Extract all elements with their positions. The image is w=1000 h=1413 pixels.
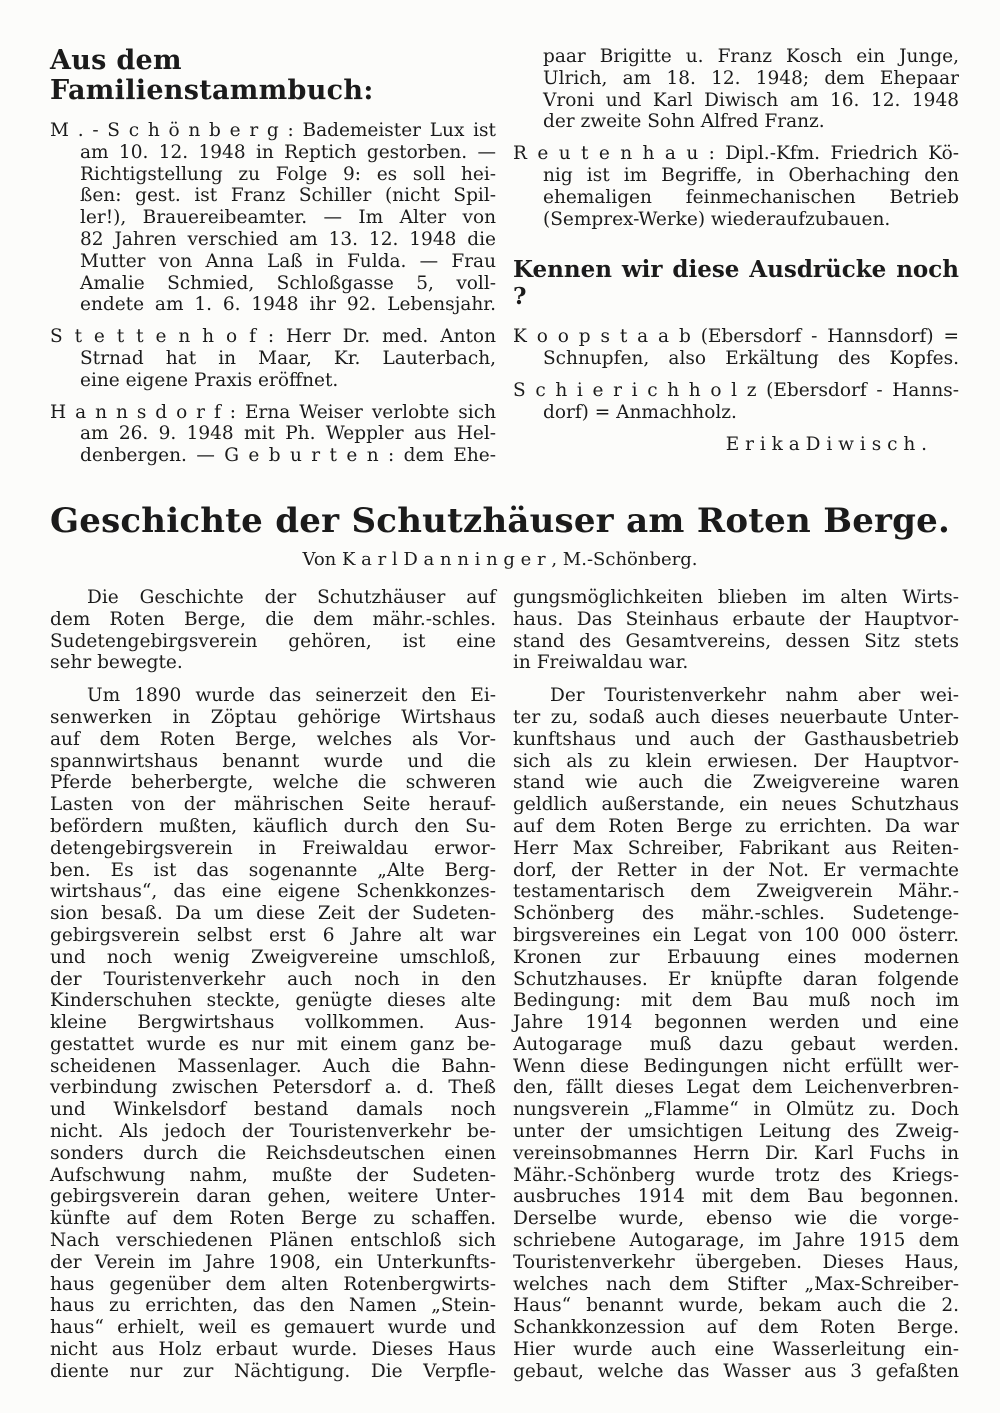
text-line: geldlich außerstande, ein neues Schutzhaus: [513, 794, 959, 816]
text-line: kunftshaus und auch der Gasthausbetrieb: [513, 728, 959, 750]
text-line: stand des Gesamtvereins, dessen Sitz stets: [513, 630, 959, 652]
article-body: [0, 587, 1000, 1394]
text-line: S t e t t e n h o f : Herr Dr. med. Anton: [50, 326, 496, 348]
article-header: [0, 501, 1000, 571]
text-line: nig ist im Begriffe, in Oberhaching den: [543, 164, 959, 186]
text-line: ausbruches 1914 mit dem Bau begonnen.: [513, 1186, 959, 1208]
text-line: Der Touristenverkehr nahm aber wei-: [550, 685, 959, 707]
text-line: R e u t e n h a u : Dipl.-Kfm. Friedrich Kö-: [513, 143, 959, 165]
text-line: auf dem Roten Berge, welches als Vor-: [50, 728, 496, 750]
text-line: Schönberg des mähr.-schles. Sudetenge-: [513, 903, 959, 925]
entry-births-continuation: [513, 46, 959, 133]
entry-stettenhof: [50, 326, 496, 391]
text-line: ßen: gest. ist Franz Schiller (nicht Spil-: [80, 185, 496, 207]
entry-koopstaab: [513, 326, 959, 370]
text-line: K o o p s t a a b (Ebersdorf - Hannsdorf) =: [513, 326, 959, 348]
text-line: sehr bewegte.: [50, 652, 183, 674]
text-line: denbergen. — G e b u r t e n : dem Ehe-: [80, 445, 496, 467]
text-line: Pferde beherbergte, welche die schweren: [50, 772, 496, 794]
text-line: Kronen zur Erbauung eines modernen: [513, 946, 959, 968]
text-line: testamentarisch dem Zweigverein Mähr.-: [513, 881, 959, 903]
family-register-section: [0, 46, 1000, 477]
text-line: Vroni und Karl Diwisch am 16. 12. 1948: [543, 89, 959, 111]
text-line: Touristenverkehr übergeben. Dieses Haus,: [513, 1251, 959, 1273]
text-line: Ulrich, am 18. 12. 1948; dem Ehepaar: [543, 67, 959, 89]
text-line: der Touristenverkehr auch noch in den: [50, 968, 496, 990]
paragraph: [50, 685, 496, 1383]
text-line: gebirgsverein daran gehen, weitere Unter-: [50, 1186, 496, 1208]
text-line: Wenn diese Bedingungen nicht erfüllt wer-: [513, 1055, 959, 1077]
text-line: Sudetengebirgsverein gehören, ist eine: [50, 630, 496, 652]
text-line: haus gegenüber dem alten Rotenbergwirts-: [50, 1273, 496, 1295]
text-line: am 26. 9. 1948 mit Ph. Weppler aus Hel-: [80, 423, 496, 445]
page-title: Geschichte der Schutzhäuser am Roten Berge.: [50, 500, 950, 541]
text-line: Autogarage muß dazu gebaut werden.: [513, 1033, 959, 1055]
top-left-column: [50, 46, 496, 477]
text-line: künfte auf dem Roten Berge zu schaffen.: [50, 1208, 496, 1230]
text-line: diente nur zur Nächtigung. Die Verpfle-: [50, 1360, 496, 1382]
text-line: Schankkonzession auf dem Roten Berge.: [513, 1317, 959, 1339]
text-line: nicht aus Holz erbaut wurde. Dieses Haus: [50, 1339, 496, 1361]
text-line: sonders durch die Reichsdeutschen einen: [50, 1142, 496, 1164]
text-line: auf dem Roten Berge zu errichten. Da war: [513, 815, 959, 837]
text-line: haus“ erhielt, weil es gemauert wurde und: [50, 1317, 496, 1339]
text-line: Lasten von der mährischen Seite herauf-: [50, 794, 496, 816]
text-line: ler!), Brauereibeamter. — Im Alter von: [80, 207, 496, 229]
text-line: 82 Jahren verschied am 13. 12. 1948 die: [80, 228, 496, 250]
paragraph: [513, 587, 959, 674]
article-left-column: [50, 587, 496, 1394]
text-line: scheidenen Massenlager. Auch die Bahn-: [50, 1055, 496, 1077]
text-line: Hier wurde auch eine Wasserleitung ein-: [513, 1339, 959, 1361]
entry-m-schoenberg: [50, 120, 496, 316]
text-line: den, fällt dieses Legat dem Leichenverbren-: [513, 1077, 959, 1099]
text-line: Amalie Schmied, Schloßgasse 5, voll-: [80, 272, 496, 294]
text-line: Nach verschiedenen Plänen entschloß sich: [50, 1230, 496, 1252]
text-line: Schnupfen, also Erkältung des Kopfes.: [543, 348, 959, 370]
text-line: eine eigene Praxis eröffnet.: [80, 369, 339, 391]
text-line: gebirgsverein selbst erst 6 Jahre alt war: [50, 924, 496, 946]
text-line: (Semprex-Werke) wiederaufzubauen.: [543, 208, 891, 230]
family-register-heading: Aus dem Familienstammbuch:: [50, 45, 374, 106]
text-line: Mutter von Anna Laß in Fulda. — Frau: [80, 250, 496, 272]
text-line: spannwirtshaus benannt wurde und die: [50, 750, 496, 772]
text-line: welches nach dem Stifter „Max-Schreiber-: [513, 1273, 959, 1295]
text-line: paar Brigitte u. Franz Kosch ein Junge,: [543, 46, 959, 67]
text-line: S c h i e r i c h h o l z (Ebersdorf - Hanns-: [513, 379, 959, 401]
text-line: Bedingung: mit dem Bau muß noch im: [513, 990, 959, 1012]
author-signature: E r i k a D i w i s c h .: [725, 433, 927, 455]
text-line: der zweite Sohn Alfred Franz.: [543, 111, 825, 133]
expressions-heading: Kennen wir diese Ausdrücke noch ?: [513, 256, 959, 311]
text-line: und Winkelsdorf bestand damals noch: [50, 1099, 496, 1121]
text-line: detengebirgsverein in Freiwaldau erwor-: [50, 837, 496, 859]
text-line: vereinsobmannes Herrn Dir. Karl Fuchs in: [513, 1142, 959, 1164]
text-line: Kinderschuhen steckte, genügte dieses alte: [50, 990, 496, 1012]
text-line: Jahre 1914 begonnen werden und eine: [513, 1012, 959, 1034]
entry-reutenhau: [513, 143, 959, 230]
text-line: wirtshaus“, das eine eigene Schenkkonzes-: [50, 881, 496, 903]
text-line: verbindung zwischen Petersdorf a. d. Theß: [50, 1077, 496, 1099]
text-line: sion besaß. Da um diese Zeit der Sudeten-: [50, 903, 496, 925]
text-line: nicht. Als jedoch der Touristenverkehr be-: [50, 1121, 496, 1143]
text-line: ehemaligen feinmechanischen Betrieb: [543, 186, 959, 208]
text-line: befördern mußten, käuflich durch den Su-: [50, 815, 496, 837]
paragraph: [50, 587, 496, 674]
text-line: dem Roten Berge, die dem mähr.-schles.: [50, 608, 496, 630]
text-line: Aufschwung nahm, mußte der Sudeten-: [50, 1164, 496, 1186]
text-line: gestattet wurde es nur mit einem ganz be-: [50, 1033, 496, 1055]
text-line: ben. Es ist das sogenannte „Alte Berg-: [50, 859, 496, 881]
text-line: in Freiwaldau war.: [513, 652, 689, 674]
text-line: gebaut, welche das Wasser aus 3 gefaßten: [513, 1360, 959, 1382]
text-line: M . - S c h ö n b e r g : Bademeister Lux ist: [50, 120, 496, 141]
text-line: schriebene Autogarage, im Jahre 1915 dem: [513, 1230, 959, 1252]
text-line: haus zu errichten, das den Namen „Stein-: [50, 1295, 496, 1317]
text-line: H a n n s d o r f : Erna Weiser verlobte sich: [50, 401, 496, 423]
text-line: Herr Max Schreiber, Fabrikant aus Reiten-: [513, 837, 959, 859]
text-line: kleine Bergwirtshaus vollkommen. Aus-: [50, 1012, 496, 1034]
text-line: der Verein im Jahre 1908, ein Unterkunfts-: [50, 1251, 496, 1273]
text-line: haus. Das Steinhaus erbaute der Hauptvor-: [513, 608, 959, 630]
byline: Von K a r l D a n n i n g e r , M.-Schönberg.: [302, 548, 698, 570]
text-line: Derselbe wurde, ebenso wie die vorge-: [513, 1208, 959, 1230]
text-line: Richtigstellung zu Folge 9: es soll hei-: [80, 163, 496, 185]
text-line: stand wie auch die Zweigvereine waren: [513, 772, 959, 794]
text-line: unter der umsichtigen Leitung des Zweig-: [513, 1121, 959, 1143]
text-line: ter zu, sodaß auch dieses neuerbaute Unter-: [513, 706, 959, 728]
entry-schierichholz: [513, 380, 959, 424]
text-line: birgsvereines ein Legat von 100 000 österr.: [513, 924, 959, 946]
text-line: Mähr.-Schönberg wurde trotz des Kriegs-: [513, 1164, 959, 1186]
text-line: Schutzhauses. Er knüpfte daran folgende: [513, 968, 959, 990]
text-line: Strnad hat in Maar, Kr. Lauterbach,: [80, 347, 496, 369]
text-line: endete am 1. 6. 1948 ihr 92. Lebensjahr.: [80, 294, 496, 316]
top-right-column: [513, 46, 959, 477]
text-line: nungsverein „Flamme“ in Olmütz zu. Doch: [513, 1099, 959, 1121]
article-right-column: [513, 587, 959, 1394]
text-line: sich als zu klein erwiesen. Der Hauptvor-: [513, 750, 959, 772]
text-line: am 10. 12. 1948 in Reptich gestorben. —: [80, 141, 496, 163]
text-line: Haus“ benannt wurde, bekam auch die 2.: [513, 1295, 959, 1317]
text-line: dorf) = Anmachholz.: [543, 401, 737, 423]
text-line: Die Geschichte der Schutzhäuser auf: [87, 586, 496, 608]
text-line: dorf, der Retter in der Not. Er vermachte: [513, 859, 959, 881]
entry-hannsdorf: [50, 402, 496, 467]
text-line: und noch wenig Zweigvereine umschloß,: [50, 946, 496, 968]
text-line: Um 1890 wurde das seinerzeit den Ei-: [87, 685, 496, 707]
text-line: senwerken in Zöptau gehörige Wirtshaus: [50, 706, 496, 728]
text-line: gungsmöglichkeiten blieben im alten Wirts-: [513, 586, 959, 608]
paragraph: [513, 685, 959, 1383]
